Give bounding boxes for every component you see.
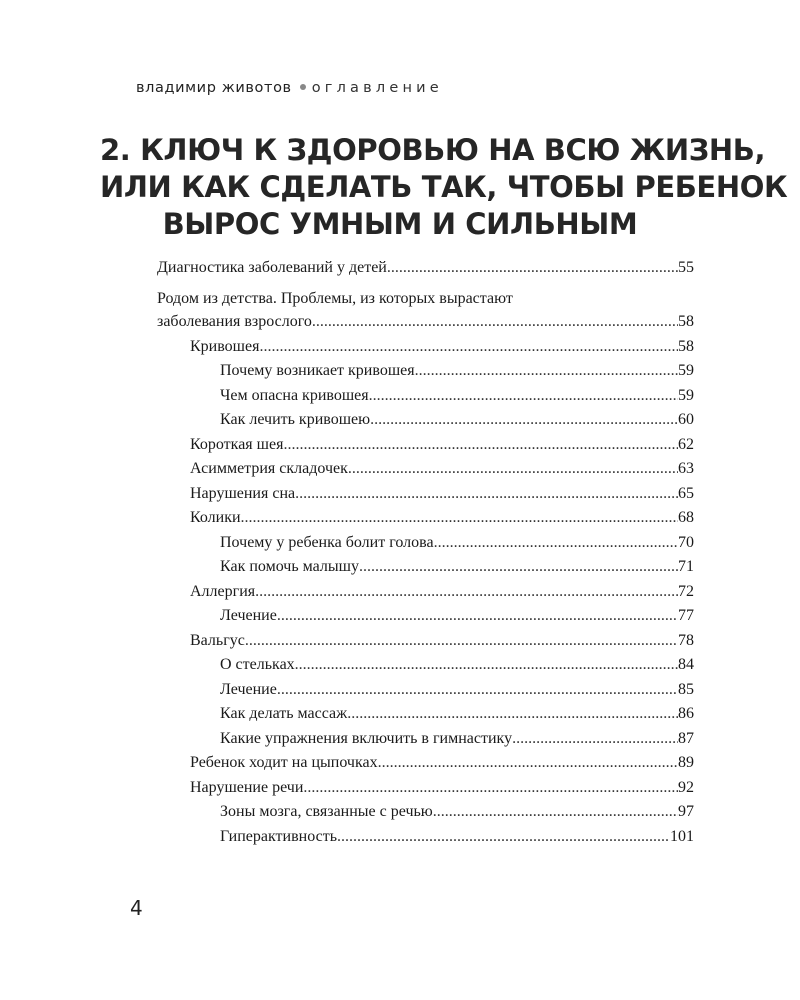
toc-entry-label: Асимметрия складочек <box>190 460 348 477</box>
toc-entry-page: 97 <box>678 803 694 820</box>
toc-leader-dots <box>255 580 678 605</box>
toc-entry-label: Кривошея <box>190 337 260 355</box>
toc-entry-page: 87 <box>678 729 694 747</box>
toc-entry-page: 92 <box>678 778 694 796</box>
toc-leader-dots <box>241 506 678 531</box>
table-of-contents <box>157 256 694 849</box>
toc-entry[interactable] <box>157 629 694 654</box>
toc-entry-label: Лечение <box>220 607 277 624</box>
toc-entry-label: Как делать массаж <box>220 705 348 722</box>
toc-entry-label: Как лечить кривошею <box>220 411 371 428</box>
running-header <box>136 80 443 96</box>
toc-entry-label: Короткая шея <box>190 435 284 453</box>
header-section: оглавление <box>311 80 443 96</box>
toc-entry-label: заболевания взрослого <box>157 313 312 330</box>
header-author: владимир животов <box>136 80 292 96</box>
toc-entry-label: О стельках <box>220 656 295 673</box>
toc-leader-dots <box>512 727 678 752</box>
toc-entry-origin-line1[interactable] <box>157 288 694 311</box>
toc-entry-label: Нарушение речи <box>190 778 304 796</box>
toc-entry-page: 68 <box>678 509 694 526</box>
toc-entry-page: 84 <box>678 656 694 673</box>
bullet-separator-icon <box>300 84 306 90</box>
toc-entry-label: Нарушения сна <box>190 484 296 502</box>
toc-entry[interactable] <box>157 751 694 776</box>
toc-entry[interactable] <box>157 531 694 556</box>
toc-entry-page: 89 <box>678 754 694 771</box>
chapter-title-line: ИЛИ КАК СДЕЛАТЬ ТАК, ЧТОБЫ РЕБЕНОК <box>100 170 788 204</box>
toc-entry[interactable] <box>157 555 694 580</box>
toc-entry-page: 55 <box>678 259 694 276</box>
toc-entry-page: 77 <box>678 607 694 624</box>
toc-entry-page: 59 <box>678 362 694 379</box>
toc-entry[interactable] <box>157 433 694 458</box>
toc-leader-dots <box>387 256 678 281</box>
toc-entry[interactable] <box>157 727 694 752</box>
toc-entry-page: 85 <box>678 680 694 698</box>
toc-entry-page: 71 <box>678 558 694 575</box>
toc-leader-dots <box>277 678 678 703</box>
toc-leader-dots <box>277 604 678 629</box>
toc-leader-dots <box>415 359 678 384</box>
toc-entry[interactable] <box>157 653 694 678</box>
chapter-title <box>100 132 788 243</box>
toc-leader-dots <box>369 384 678 409</box>
toc-leader-dots <box>348 457 678 482</box>
toc-entry-page: 70 <box>678 533 694 551</box>
toc-entry-page: 58 <box>678 313 694 330</box>
toc-entry-label: Вальгус <box>190 631 245 649</box>
toc-entry[interactable] <box>157 457 694 482</box>
toc-entry[interactable] <box>157 359 694 384</box>
toc-entry[interactable] <box>157 678 694 703</box>
toc-entry-page: 101 <box>670 827 694 845</box>
toc-entry-label: Родом из детства. Проблемы, из которых вырастают <box>157 289 513 307</box>
toc-entry-page: 58 <box>678 337 694 355</box>
toc-leader-dots <box>245 629 678 654</box>
toc-entry-label: Зоны мозга, связанные с речью <box>220 803 433 820</box>
toc-entry[interactable] <box>157 702 694 727</box>
toc-entry[interactable] <box>157 800 694 825</box>
toc-entry-label: Какие упражнения включить в гимнастику <box>220 729 513 747</box>
toc-entry-page: 59 <box>678 386 694 404</box>
toc-entry[interactable] <box>157 604 694 629</box>
toc-entry-label: Колики <box>190 509 241 526</box>
toc-leader-dots <box>337 825 670 850</box>
toc-entry-label: Почему у ребенка болит голова <box>220 533 434 551</box>
toc-leader-dots <box>433 800 678 825</box>
toc-leader-dots <box>295 653 678 678</box>
toc-leader-dots <box>378 751 678 776</box>
toc-leader-dots <box>359 555 678 580</box>
toc-entry[interactable] <box>157 408 694 433</box>
toc-leader-dots <box>370 408 678 433</box>
toc-leader-dots <box>312 310 678 335</box>
toc-leader-dots <box>347 702 678 727</box>
toc-entry-label: Как помочь малышу <box>220 558 359 575</box>
toc-leader-dots <box>295 482 678 507</box>
toc-entry-label: Диагностика заболеваний у детей <box>157 259 387 276</box>
toc-entry-diagnostics[interactable] <box>157 256 694 281</box>
toc-entry-page: 62 <box>678 435 694 453</box>
toc-entry-page: 63 <box>678 460 694 477</box>
toc-entry[interactable] <box>157 384 694 409</box>
toc-entry[interactable] <box>157 506 694 531</box>
toc-entry-label: Почему возникает кривошея <box>220 362 415 379</box>
page-number: 4 <box>130 896 143 920</box>
toc-entry-label: Ребенок ходит на цыпочках <box>190 754 378 771</box>
chapter-title-line: ВЫРОС УМНЫМ И СИЛЬНЫМ <box>162 207 638 241</box>
toc-entry[interactable] <box>157 335 694 360</box>
toc-leader-dots <box>283 433 678 458</box>
toc-entry-page: 72 <box>678 582 694 600</box>
toc-leader-dots <box>303 776 678 801</box>
toc-entry-origin[interactable] <box>157 310 694 335</box>
toc-leader-dots <box>259 335 678 360</box>
toc-entry[interactable] <box>157 776 694 801</box>
toc-entry-page: 86 <box>678 705 694 722</box>
toc-leader-dots <box>434 531 678 556</box>
toc-entry[interactable] <box>157 482 694 507</box>
toc-entry-label: Гиперактивность <box>220 827 337 845</box>
chapter-title-line: 2. КЛЮЧ К ЗДОРОВЬЮ НА ВСЮ ЖИЗНЬ, <box>100 133 766 167</box>
toc-entry-label: Аллергия <box>190 582 256 600</box>
toc-entry[interactable] <box>157 825 694 850</box>
toc-entry-label: Лечение <box>220 680 277 698</box>
toc-entry-page: 60 <box>678 411 694 428</box>
toc-entry-label: Чем опасна кривошея <box>220 386 369 404</box>
toc-entry-page: 65 <box>678 484 694 502</box>
toc-entry[interactable] <box>157 580 694 605</box>
toc-entry-page: 78 <box>678 631 694 649</box>
